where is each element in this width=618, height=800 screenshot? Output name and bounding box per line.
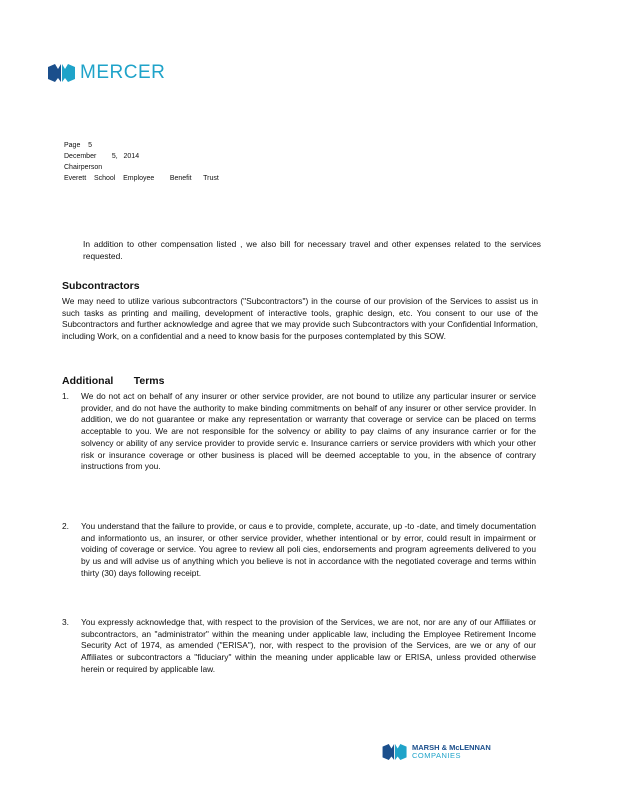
page-number: Page 5: [64, 142, 93, 149]
mmc-logo-icon: [382, 744, 408, 760]
term-text: You understand that the failure to provide, or caus e to provide, complete, accurate, up -to -date, and timely documentation and informationto us, an insurer, or other service provider, whether intentional or by error, could result in impairment or voiding of coverage or service. You agree to review all poli cies, endorsements and program agreements delivered to you by us and will advise us of anything which you believe is not in accordance with the negotiated coverage and terms within thirty (30) days following receipt.: [81, 521, 536, 578]
term-number: 2.: [62, 521, 69, 531]
recipient-role: Chairperson: [64, 164, 103, 171]
term-text: You expressly acknowledge that, with respect to the provision of the Services, we are not, nor are any of our Affiliates or subcontractors, an "administrator" within the meaning under applicable law, including the Employee Retirement Income Security Act of 1974, as amended ("ERISA"), nor, with respect to the provision of the Services, are we or any of our Affiliates or subcontractors a "fiduciary" within the meaning under applicable law or ERISA, unless provided otherwise herein or required by applicable law.: [81, 617, 536, 674]
recipient-org: Everett School Employee Benefit Trust: [64, 175, 219, 182]
additional-terms-heading: Additional Terms: [62, 375, 165, 387]
intro-paragraph: In addition to other compensation listed , we also bill for necessary travel and other expenses related to the services requested.: [83, 239, 541, 261]
subcontractors-paragraph: We may need to utilize various subcontractors ("Subcontractors") in the course of our provision of the Services to assist us in such tasks as printing and mailing, development of interactive tools, graphic design, etc. You consent to our use of the Subcontractors and further acknowledge and agree that we may provide such Subcontractors with your Confidential Information, including Work, on a confidential and a need to know basis for the purposes contemplated by this SOW.: [62, 296, 538, 342]
letter-meta: [64, 140, 219, 184]
mercer-logo-icon: [48, 64, 76, 82]
mmc-wordmark: [412, 744, 491, 760]
mmc-logo: [382, 744, 491, 760]
term-number: 3.: [62, 617, 69, 627]
term-item-2: [62, 521, 538, 601]
mercer-logo: [48, 62, 165, 84]
letter-date: December 5, 2014: [64, 153, 140, 160]
logo-text: MERCER: [80, 62, 166, 83]
term-number: 1.: [62, 391, 69, 401]
mmc-line1: MARSH & McLENNAN: [412, 743, 491, 752]
mmc-line2: COMPANIES: [412, 751, 461, 760]
term-item-3: [62, 617, 538, 697]
term-text: We do not act on behalf of any insurer or other service provider, are not bound to utilize any particular insurer or service provider, and do not have the authority to make binding commitments on behalf of any insurer or other service provider. In addition, we do not guarantee or make any representation or warranty that coverage or service can be placed on terms acceptable to you. We are not responsible for the solvency or ability to pay claims of any insurance carrier or for the solvency or ability of any service provider to provide servic e. Insurance carriers or service providers with which your other risk or insurance coverage or other business is placed will be deemed acceptable to you, in the absence of contrary instructions from you.: [81, 391, 536, 472]
subcontractors-heading: Subcontractors: [62, 280, 140, 292]
term-item-1: [62, 391, 538, 511]
